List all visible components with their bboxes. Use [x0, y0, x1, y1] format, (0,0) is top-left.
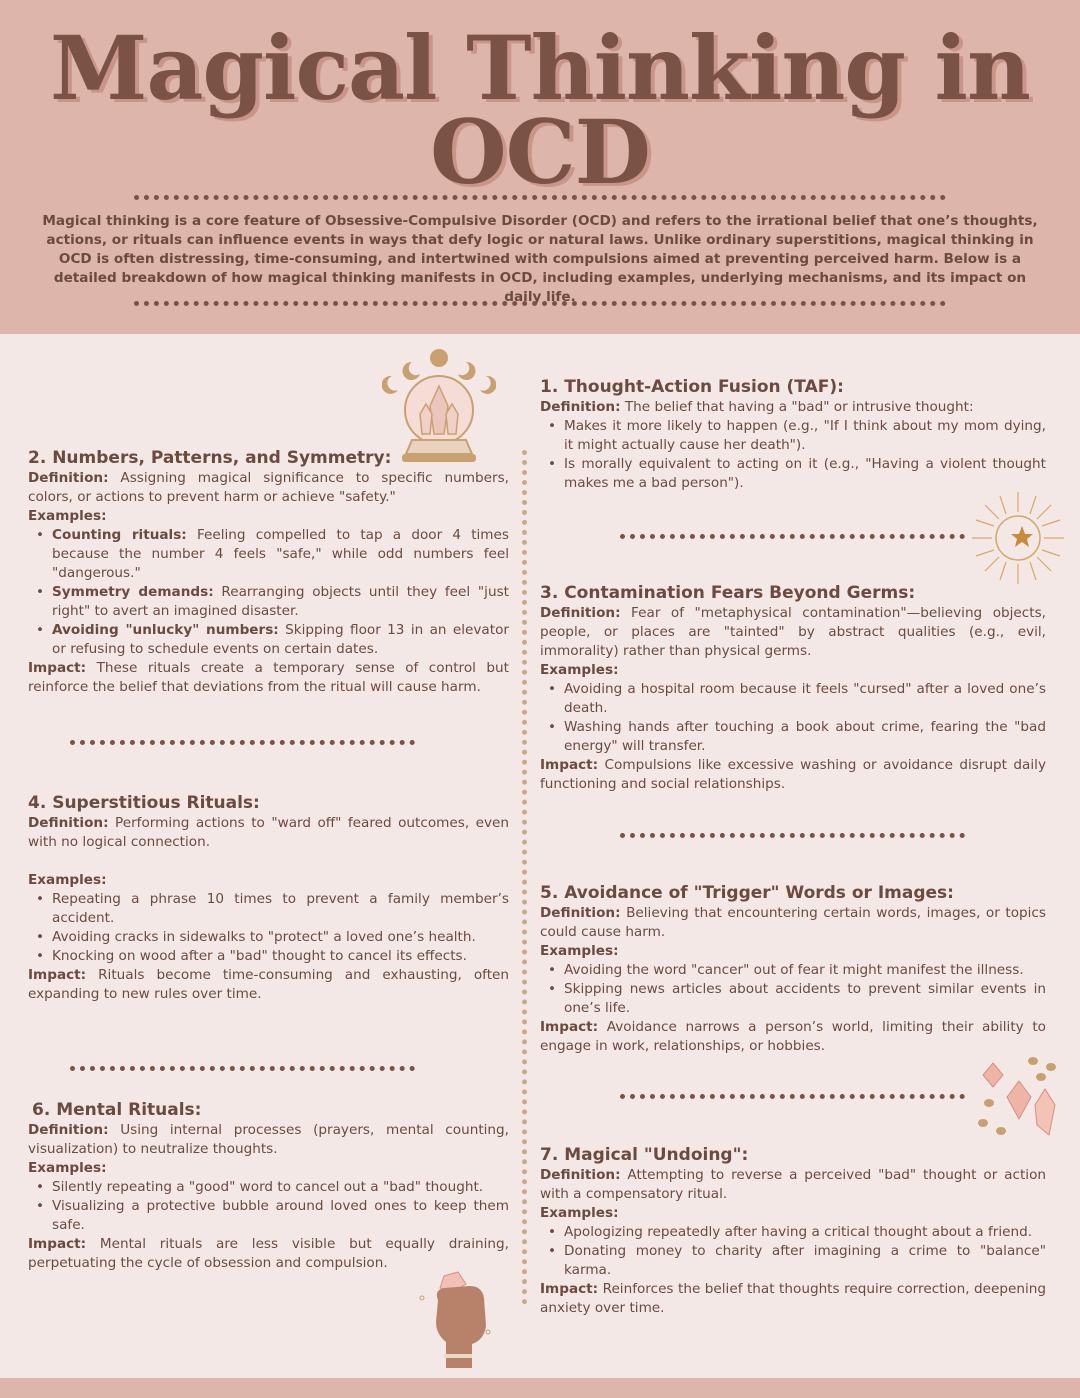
- section-6-title: 6. Mental Rituals:: [32, 1100, 202, 1120]
- section-2-impact: These rituals create a temporary sense of control but reinforce the belief that deviations from the ritual will cause harm.: [28, 660, 509, 695]
- section-3-impact: Compulsions like excessive washing or avoidance disrupt daily functioning and social relationships.: [540, 757, 1046, 792]
- list-item: • Skipping news articles about accidents to prevent similar events in one’s life.: [540, 980, 1046, 1018]
- list-item: • Is morally equivalent to acting on it (e.g., "Having a violent thought makes me a bad person").: [540, 455, 1046, 493]
- section-5-title: 5. Avoidance of "Trigger" Words or Images:: [540, 883, 954, 903]
- definition-label: Definition:: [540, 605, 621, 621]
- definition-label: Definition:: [540, 1167, 621, 1183]
- section-4-examples: [28, 890, 509, 966]
- sun-star-icon: [970, 490, 1066, 586]
- page-title-line2: OCD: [429, 100, 650, 204]
- section-7-examples: [540, 1223, 1046, 1280]
- examples-label: Examples:: [28, 1160, 107, 1176]
- list-item: • Silently repeating a "good" word to cancel out a "bad" thought.: [28, 1178, 509, 1197]
- list-item: • Avoiding cracks in sidewalks to "protect" a loved one’s health.: [28, 928, 509, 947]
- section-contamination-fears: [540, 582, 1046, 794]
- section-2-title: 2. Numbers, Patterns, and Symmetry:: [28, 448, 392, 468]
- section-7-title: 7. Magical "Undoing":: [540, 1145, 749, 1165]
- examples-label: Examples:: [540, 662, 619, 678]
- section-mental-rituals: [28, 1099, 509, 1273]
- impact-label: Impact:: [28, 967, 87, 983]
- section-5-definition: Believing that encountering certain words, images, or topics could cause harm.: [540, 905, 1046, 940]
- list-item: • Avoiding a hospital room because it feels "cursed" after a loved one’s death.: [540, 680, 1046, 718]
- section-5-impact: Avoidance narrows a person’s world, limiting their ability to engage in work, relationships, or hobbies.: [540, 1019, 1046, 1054]
- header-banner: [0, 0, 1080, 334]
- section-numbers-patterns: [28, 447, 509, 697]
- section-divider: [620, 1094, 965, 1099]
- section-4-title: 4. Superstitious Rituals:: [28, 793, 260, 813]
- list-item: • Counting rituals: Feeling compelled to tap a door 4 times because the number 4 feels "safe," while odd numbers feel "dangerous.": [28, 526, 509, 583]
- section-5-examples: [540, 961, 1046, 1018]
- section-1-title: 1. Thought-Action Fusion (TAF):: [540, 377, 844, 397]
- crystals-runes-icon: [975, 1055, 1063, 1141]
- definition-label: Definition:: [540, 399, 621, 415]
- list-item: • Donating money to charity after imagining a crime to "balance" karma.: [540, 1242, 1046, 1280]
- hand-crystal-icon: [414, 1270, 498, 1374]
- section-4-impact: Rituals become time-consuming and exhausting, often expanding to new rules over time.: [28, 967, 509, 1002]
- examples-label: Examples:: [28, 872, 107, 888]
- impact-label: Impact:: [540, 757, 599, 773]
- section-3-examples: [540, 680, 1046, 756]
- section-7-impact: Reinforces the belief that thoughts require correction, deepening anxiety over time.: [540, 1281, 1046, 1316]
- section-magical-undoing: [540, 1144, 1046, 1318]
- list-item: • Washing hands after touching a book about crime, fearing the "bad energy" will transfer.: [540, 718, 1046, 756]
- definition-label: Definition:: [540, 905, 621, 921]
- header-divider-top: [134, 195, 946, 200]
- list-item: • Avoiding "unlucky" numbers: Skipping floor 13 in an elevator or refusing to schedule events on certain dates.: [28, 621, 509, 659]
- impact-label: Impact:: [28, 660, 87, 676]
- definition-label: Definition:: [28, 815, 109, 831]
- section-divider: [620, 833, 965, 838]
- section-4-definition: Performing actions to "ward off" feared outcomes, even with no logical connection.: [28, 815, 509, 850]
- examples-label: Examples:: [28, 508, 107, 524]
- section-1-definition: The belief that having a "bad" or intrusive thought:: [620, 399, 974, 415]
- examples-label: Examples:: [540, 1205, 619, 1221]
- intro-paragraph: Magical thinking is a core feature of Obsessive-Compulsive Disorder (OCD) and refers to the irrational belief that one’s thoughts, actions, or rituals can influence events in ways that defy logic or natural laws. Unlike ordinary superstitions, magical thinking in OCD is often distressing, time-consuming, and intertwined with compulsions aimed at preventing perceived harm. Below is a detailed breakdown of how magical thinking manifests in OCD, including examples, underlying mechanisms, and its impact on daily life.: [42, 213, 1038, 305]
- list-item: • Symmetry demands: Rearranging objects until they feel "just right" to avert an imagined disaster.: [28, 583, 509, 621]
- list-item: • Repeating a phrase 10 times to prevent a family member’s accident.: [28, 890, 509, 928]
- section-7-definition: Attempting to reverse a perceived "bad" thought or action with a compensatory ritual.: [540, 1167, 1046, 1202]
- column-divider: [522, 450, 527, 1305]
- section-1-examples: [540, 417, 1046, 493]
- definition-label: Definition:: [28, 1122, 109, 1138]
- footer-bar: [0, 1378, 1080, 1398]
- list-item: • Apologizing repeatedly after having a critical thought about a friend.: [540, 1223, 1046, 1242]
- section-divider: [70, 1066, 415, 1071]
- definition-label: Definition:: [28, 470, 109, 486]
- section-3-title: 3. Contamination Fears Beyond Germs:: [540, 583, 916, 603]
- header-divider-bottom: [134, 301, 946, 306]
- impact-label: Impact:: [540, 1281, 599, 1297]
- list-item: • Visualizing a protective bubble around loved ones to keep them safe.: [28, 1197, 509, 1235]
- list-item: • Knocking on wood after a "bad" thought to cancel its effects.: [28, 947, 509, 966]
- section-2-definition: Assigning magical significance to specific numbers, colors, or actions to prevent harm or achieve "safety.": [28, 470, 509, 505]
- list-item: • Makes it more likely to happen (e.g., "If I think about my mom dying, it might actually cause her death").: [540, 417, 1046, 455]
- section-divider: [70, 740, 415, 745]
- section-superstitious-rituals: [28, 792, 509, 1004]
- list-item: • Avoiding the word "cancer" out of fear it might manifest the illness.: [540, 961, 1046, 980]
- section-thought-action-fusion: [540, 376, 1046, 493]
- section-divider: [620, 534, 965, 539]
- section-3-definition: Fear of "metaphysical contamination"—believing objects, people, or places are "tainted" by abstract qualities (e.g., evil, immorality) rather than physical germs.: [540, 605, 1046, 659]
- section-avoidance-triggers: [540, 882, 1046, 1056]
- impact-label: Impact:: [540, 1019, 599, 1035]
- section-6-examples: [28, 1178, 509, 1235]
- page-title-line1: Magical Thinking in: [50, 16, 1030, 120]
- section-6-impact: Mental rituals are less visible but equally draining, perpetuating the cycle of obsession and compulsion.: [28, 1236, 509, 1271]
- section-2-examples: [28, 526, 509, 659]
- examples-label: Examples:: [540, 943, 619, 959]
- section-6-definition: Using internal processes (prayers, mental counting, visualization) to neutralize thoughts.: [28, 1122, 509, 1157]
- impact-label: Impact:: [28, 1236, 87, 1252]
